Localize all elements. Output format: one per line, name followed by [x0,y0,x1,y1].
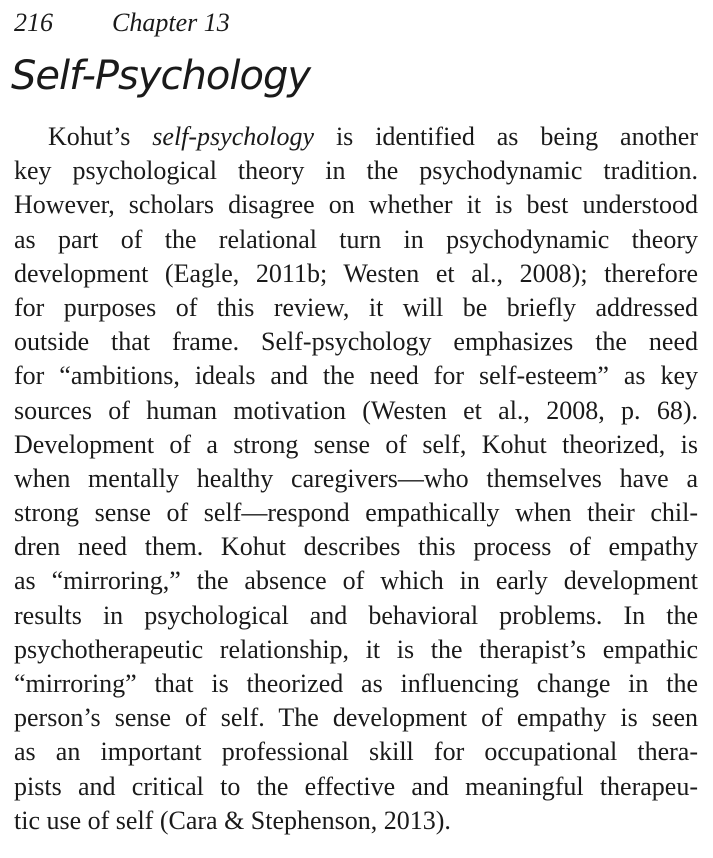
paragraph-line: “mirroring” that is theorized as influencing change in the [14,669,698,698]
page-number: 216 [14,8,53,37]
paragraph-line: sources of human motivation (Westen et al., 2008, p. 68). [14,395,698,425]
emphasized-term: self-psychology [152,122,315,151]
paragraph-line: However, scholars disagree on whether it is best understood [14,190,698,220]
paragraph-line: as part of the relational turn in psychodynamic theory [14,224,698,254]
paragraph-line: pists and critical to the effective and meaningful therapeu- [14,771,698,801]
paragraph-line [14,120,698,154]
line-text: is identified as being another [314,122,699,151]
paragraph-line: when mentally healthy caregivers—who themselves have a [14,463,698,493]
paragraph-line: tic use of self (Cara & Stephenson, 2013). [14,805,451,835]
paragraph-line: key psychological theory in the psychodynamic tradition. [14,156,698,186]
running-head [14,6,230,40]
paragraph-line: dren need them. Kohut describes this process of empathy [14,532,698,562]
paragraph-line: results in psychological and behavioral problems. In the [14,600,698,630]
paragraph-line: for “ambitions, ideals and the need for self-esteem” as key [14,361,698,391]
paragraph-line: as “mirroring,” the absence of which in early development [14,566,698,596]
paragraph-line: development (Eagle, 2011b; Westen et al., 2008); therefore [14,258,698,288]
paragraph-line: person’s sense of self. The development of empathy is seen [14,703,698,733]
section-title: Self-Psychology [11,53,311,99]
paragraph-line: psychotherapeutic relationship, it is the therapist’s empathic [14,634,698,664]
chapter-label: Chapter 13 [112,8,230,37]
body-paragraph [14,120,698,838]
line-text: Kohut’s [48,122,153,151]
paragraph-line: Development of a strong sense of self, Kohut theorized, is [14,429,698,459]
paragraph-line: as an important professional skill for occupational thera- [14,737,698,767]
paragraph-line: for purposes of this review, it will be briefly addressed [14,292,698,322]
paragraph-line: strong sense of self—respond empathically when their chil- [14,498,698,528]
paragraph-line: outside that frame. Self-psychology emphasizes the need [14,327,698,357]
